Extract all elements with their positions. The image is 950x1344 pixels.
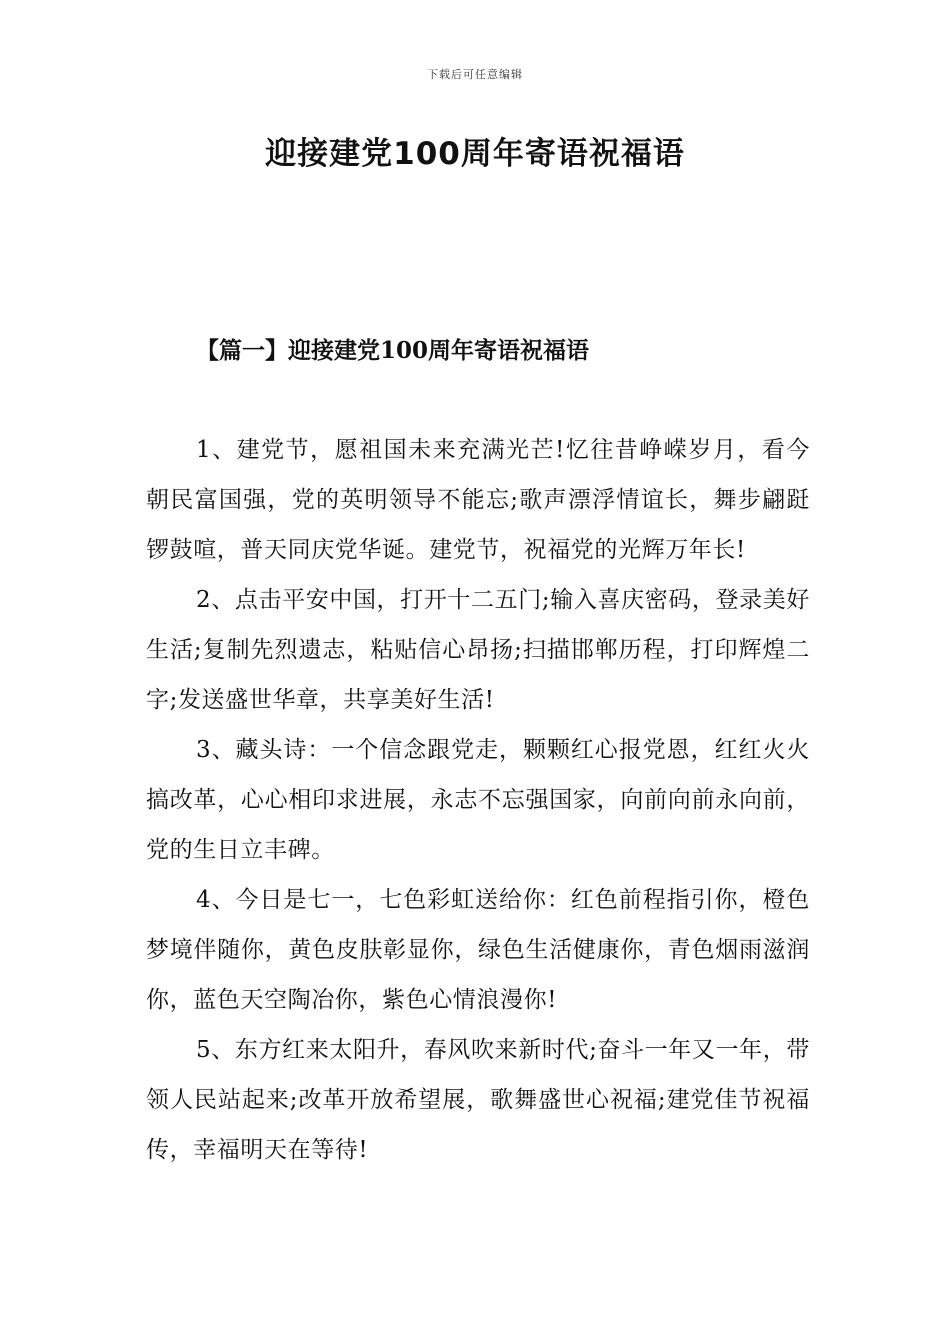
header-note: 下载后可任意编辑 — [427, 68, 523, 81]
paragraph-2: 2、点击平安中国，打开十二五门;输入喜庆密码，登录美好生活;复制先烈遗志，粘贴信心昂扬;扫描邯郸历程，打印辉煌二字;发送盛世华章，共享美好生活! — [146, 587, 810, 713]
document-body — [146, 425, 810, 1175]
document-title: 迎接建党100周年寄语祝福语 — [265, 136, 685, 172]
section-heading: 【篇一】迎接建党100周年寄语祝福语 — [196, 337, 590, 364]
paragraph-1: 1、建党节，愿祖国未来充满光芒!忆往昔峥嵘岁月，看今朝民富国强，党的英明领导不能忘;歌声漂浮情谊长，舞步翩跹锣鼓喧，普天同庆党华诞。建党节，祝福党的光辉万年长! — [146, 437, 810, 563]
paragraph-4: 4、今日是七一，七色彩虹送给你：红色前程指引你，橙色梦境伴随你，黄色皮肤彰显你，绿色生活健康你，青色烟雨滋润你，蓝色天空陶冶你，紫色心情浪漫你! — [146, 887, 810, 1013]
paragraph-5: 5、东方红来太阳升，春风吹来新时代;奋斗一年又一年，带领人民站起来;改革开放希望展，歌舞盛世心祝福;建党佳节祝福传，幸福明天在等待! — [146, 1037, 810, 1163]
paragraph-3: 3、藏头诗：一个信念跟党走，颗颗红心报党恩，红红火火搞改革，心心相印求进展，永志不忘强国家，向前向前永向前，党的生日立丰碑。 — [146, 737, 810, 863]
